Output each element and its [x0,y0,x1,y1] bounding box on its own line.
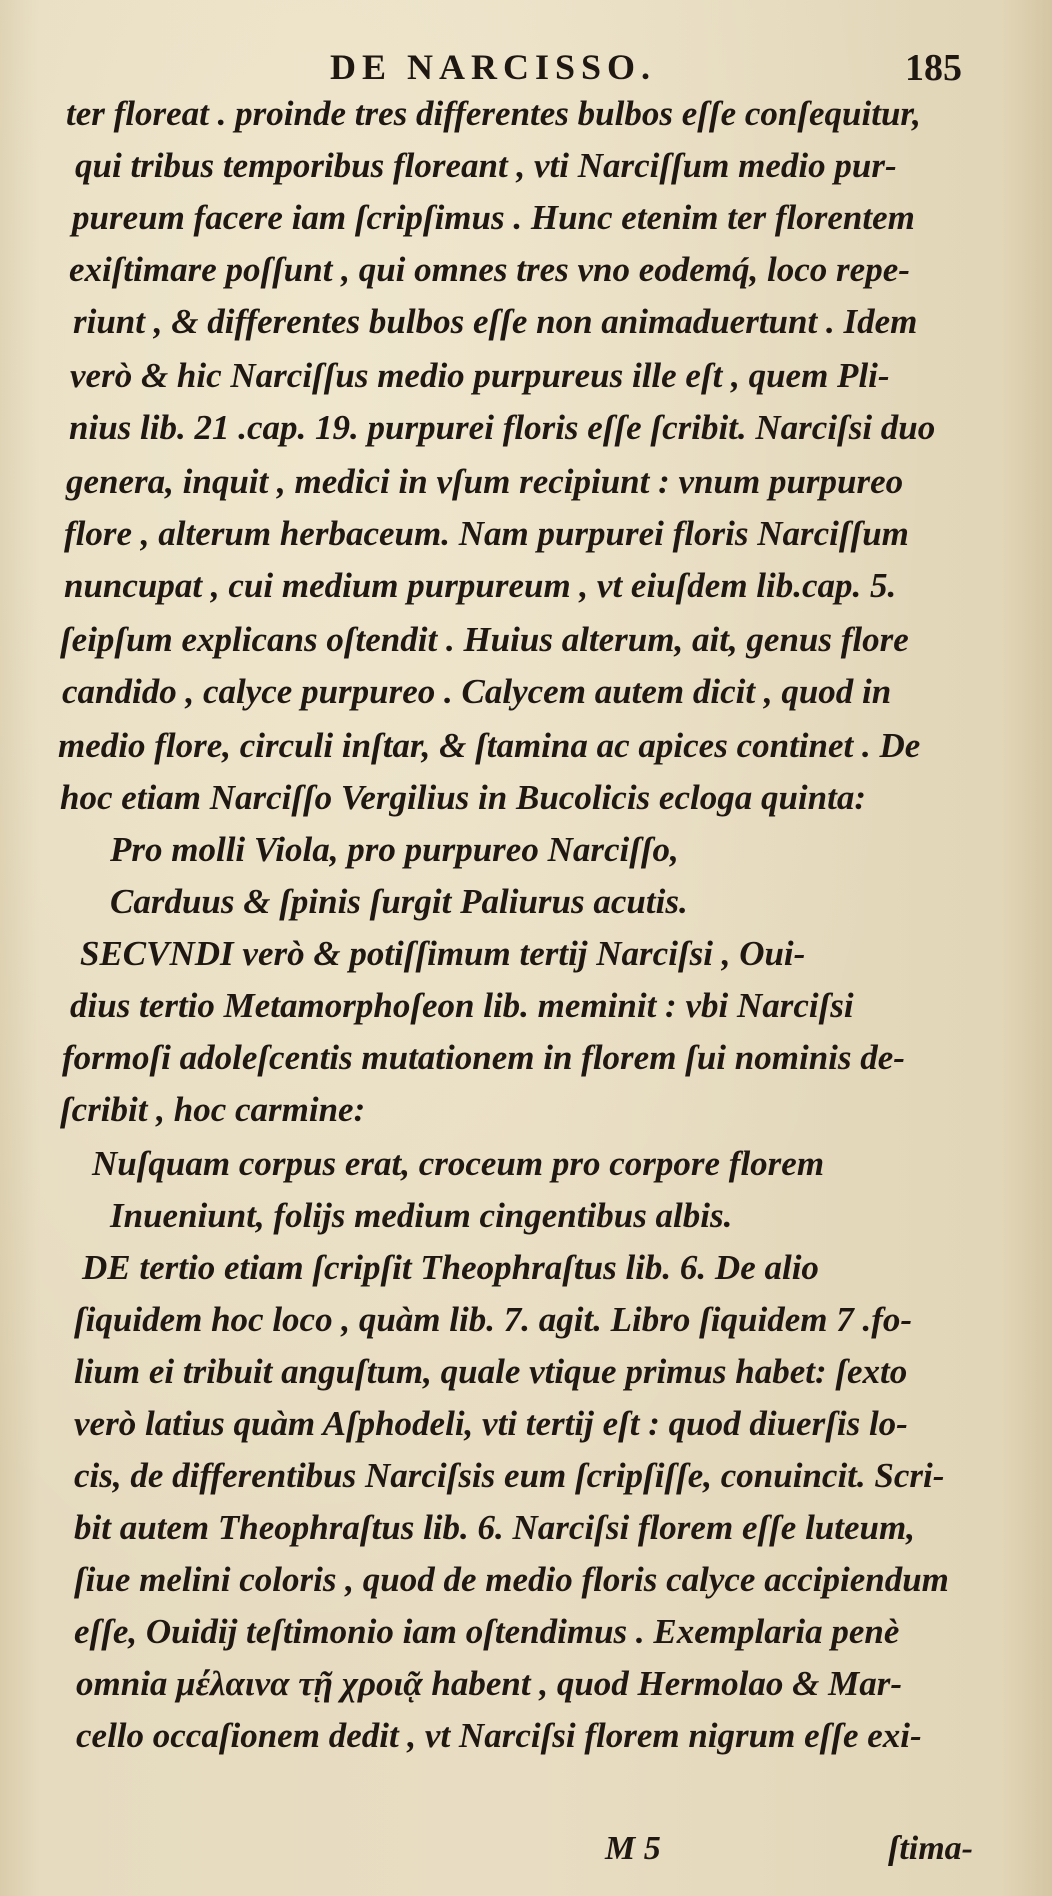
page-number: 185 [905,47,962,89]
page-footer [0,1830,1052,1870]
text-line: bit autem Theophraſtus lib. 6. Narciſsi florem eſſe luteum, [74,1508,915,1547]
text-line: candido , calyce purpureo . Calycem autem dicit , quod in [62,672,892,711]
text-line: ter floreat . proinde tres differentes bulbos eſſe conſequitur, [66,94,921,133]
verse-line: Pro molli Viola, pro purpureo Narciſſo, [110,830,679,869]
text-line: eſſe, Ouidij teſtimonio iam oſtendimus . Exemplaria penè [74,1612,900,1651]
page-header [0,46,1052,89]
text-line: pureum facere iam ſcripſimus . Hunc etenim ter florentem [72,198,915,237]
text-line: nius lib. 21 .cap. 19. purpurei floris eſſe ſcribit. Narciſsi duo [69,408,936,447]
text-line: flore , alterum herbaceum. Nam purpurei floris Narciſſum [64,514,909,553]
catchword: ſtima- [888,1830,973,1867]
text-line: cis, de differentibus Narciſsis eum ſcripſiſſe, conuincit. Scri- [74,1456,945,1495]
text-line: ſiue melini coloris , quod de medio floris calyce accipiendum [74,1560,949,1599]
text-line: ſiquidem hoc loco , quàm lib. 7. agit. Libro ſiquidem 7 .fo- [74,1300,913,1339]
text-line: riunt , & differentes bulbos eſſe non animaduertunt . Idem [73,302,918,341]
text-line: cello occaſionem dedit , vt Narciſsi florem nigrum eſſe exi- [76,1716,922,1755]
text-line: verò & hic Narciſſus medio purpureus ille eſt , quem Pli- [70,356,890,395]
text-line: ſcribit , hoc carmine: [60,1090,366,1129]
verse-line: Inueniunt, folijs medium cingentibus albis. [110,1196,733,1235]
signature-mark: M 5 [605,1830,661,1867]
text-line: verò latius quàm Aſphodeli, vti tertij eſt : quod diuerſis lo- [74,1404,908,1443]
verse-line: Nuſquam corpus erat, croceum pro corpore florem [92,1144,825,1183]
text-line: medio flore, circuli inſtar, & ſtamina ac apices continet . De [58,726,921,765]
verse-line: Carduus & ſpinis ſurgit Paliurus acutis. [110,882,688,921]
text-line: hoc etiam Narciſſo Vergilius in Bucolicis ecloga quinta: [60,778,866,817]
text-line: omnia μέλαινα τῇ χροιᾷ habent , quod Hermolao & Mar- [76,1664,902,1703]
text-line: DE tertio etiam ſcripſit Theophraſtus lib. 6. De alio [82,1248,819,1287]
text-line: exiſtimare poſſunt , qui omnes tres vno eodemq́, loco repe- [69,250,910,289]
text-line: genera, inquit , medici in vſum recipiunt : vnum purpureo [66,462,904,501]
text-line: lium ei tribuit anguſtum, quale vtique primus habet: ſexto [74,1352,908,1391]
text-line: qui tribus temporibus floreant , vti Narciſſum medio pur- [75,146,897,185]
text-line: dius tertio Metamorphoſeon lib. meminit : vbi Narciſsi [70,986,854,1025]
text-line: ſeipſum explicans oſtendit . Huius alterum, ait, genus flore [60,620,909,659]
text-line: SECVNDI verò & potiſſimum tertij Narciſsi , Oui- [80,934,806,973]
text-line: formoſi adoleſcentis mutationem in florem ſui nominis de- [62,1038,905,1077]
text-line: nuncupat , cui medium purpureum , vt eiuſdem lib.cap. 5. [64,566,897,605]
running-title: DE NARCISSO. [330,47,657,87]
